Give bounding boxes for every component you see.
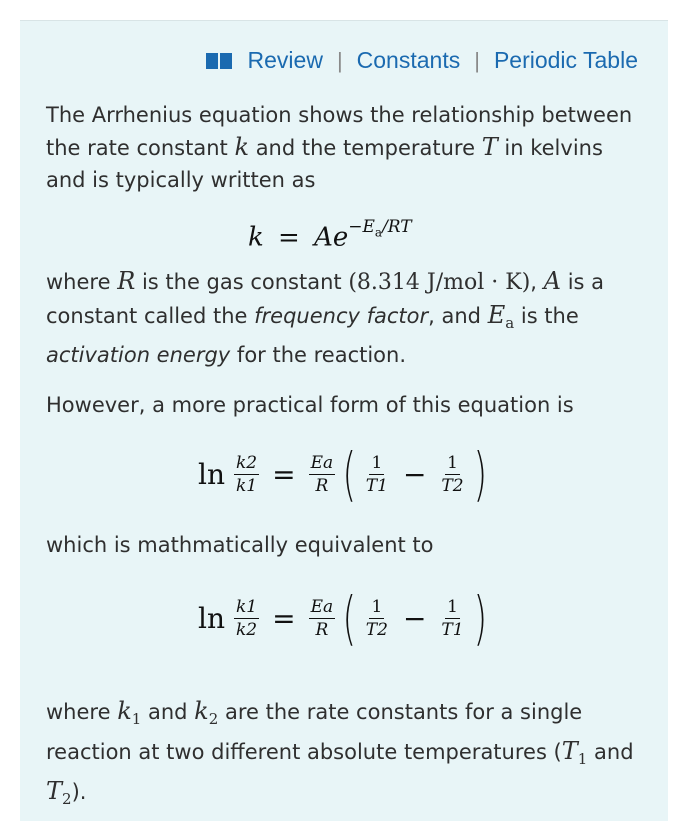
nav-separator: | — [336, 47, 343, 73]
rate-constants-paragraph: where $k_1$ and $k_2$ are the rate constants for a single reaction at two different absolute temperatures ($T_1$ and $T_2$). — [46, 697, 634, 809]
periodic-table-link[interactable]: Periodic Table — [493, 47, 638, 73]
info-panel — [20, 20, 668, 821]
intro-paragraph: The Arrhenius equation shows the relationship between the rate constant k and the temperature T in kelvins and is typically written as — [46, 103, 633, 192]
review-link[interactable]: Review — [247, 47, 323, 73]
book-icon — [206, 52, 232, 70]
resource-nav — [206, 47, 638, 74]
arrhenius-equation: $k = Ae^{-E_a/RT}$ — [248, 217, 412, 253]
constants-link[interactable]: Constants — [356, 47, 461, 73]
equivalent-text: which is mathmatically equivalent to — [46, 533, 434, 557]
practical-form-text: However, a more practical form of this equation is — [46, 393, 574, 417]
two-point-equation: ln $\frac{k2}{k1}$ = $\frac{Ea}{R}$ ( $\frac{1}{T1}$ − $\frac{1}{T2}$ ) — [198, 440, 487, 508]
gas-constant-paragraph: where R is the gas constant (8.314 J/mol · K), A is a constant called the frequency factor, and $E_a$ is the activation energy for the reaction. — [46, 267, 605, 368]
equivalent-equation: ln $\frac{k1}{k2}$ = $\frac{Ea}{R}$ ( $\frac{1}{T2}$ − $\frac{1}{T1}$ ) — [198, 584, 487, 652]
nav-separator: | — [474, 47, 480, 73]
